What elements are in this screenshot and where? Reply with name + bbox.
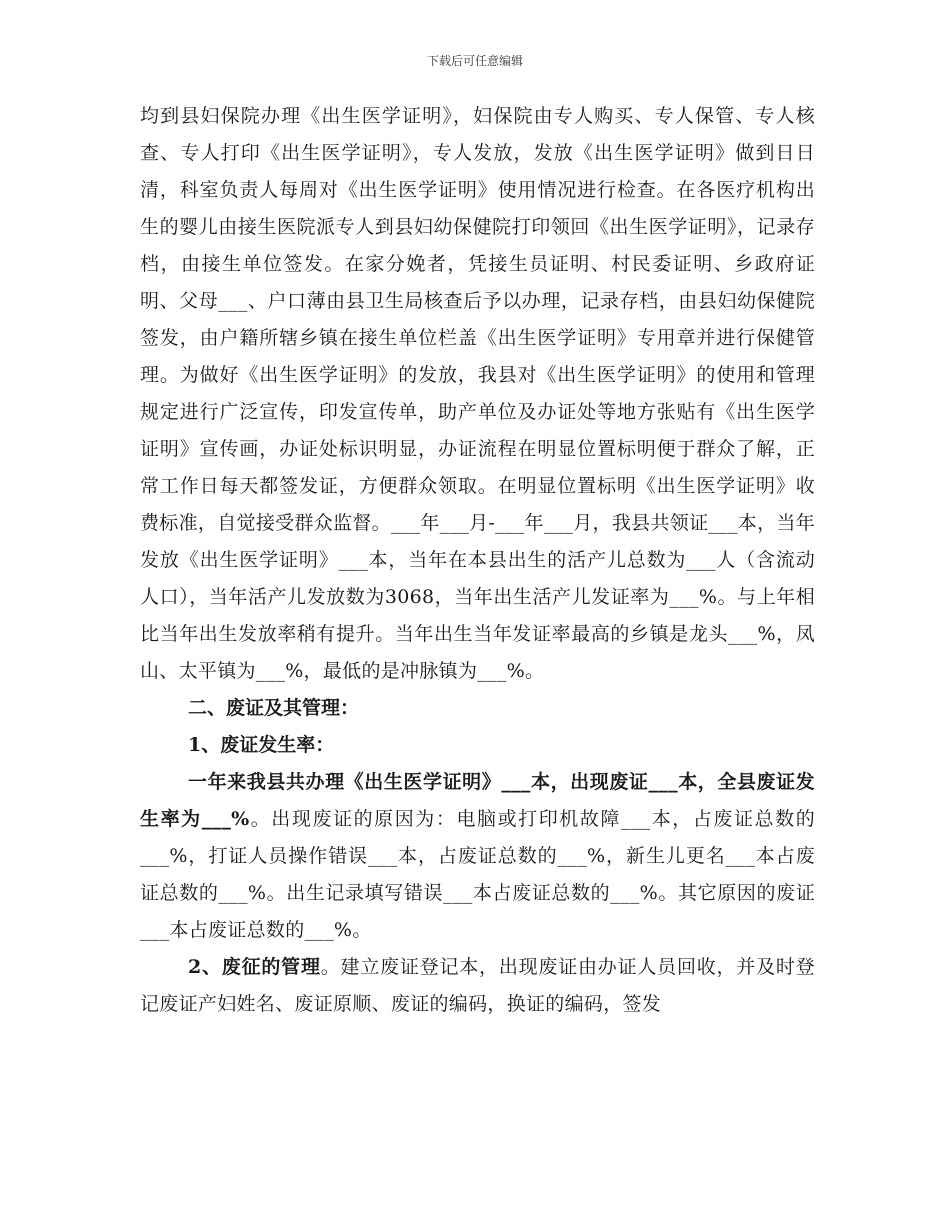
paragraph-void-management [140,949,815,1023]
paragraph-certificate-issuance: 均到县妇保院办理《出生医学证明》，妇保院由专人购买、专人保管、专人核查、专人打印《出生医学证明》，专人发放，发放《出生医学证明》做到日日清，科室负责人每周对《出生医学证明》使用情况进行检查。在各医疗机构出生的婴儿由接生医院派专人到县妇幼保健院打印领回《出生医学证明》，记录存档，由接生单位签发。在家分娩者，凭接生员证明、村民委证明、乡政府证明、父母___、户口薄由县卫生局核查后予以办理，记录存档，由县妇幼保健院签发，由户籍所辖乡镇在接生单位栏盖《出生医学证明》专用章并进行保健管理。为做好《出生医学证明》的发放，我县对《出生医学证明》的使用和管理规定进行广泛宣传，印发宣传单，助产单位及办证处等地方张贴有《出生医学证明》宣传画，办证处标识明显，办证流程在明显位置标明便于群众了解，正常工作日每天都签发证，方便群众领取。在明显位置标明《出生医学证明》收费标准，自觉接受群众监督。___年___月-___年___月，我县共领证___本，当年发放《出生医学证明》___本，当年在本县出生的活产儿总数为___人（含流动人口），当年活产儿发放数为3068，当年出生活产儿发证率为___%。与上年相比当年出生发放率稍有提升。当年出生当年发证率最高的乡镇是龙头___%，凤山、太平镇为___%，最低的是冲脉镇为___%。 [140,105,815,682]
document-body [140,98,815,1023]
void-rate-summary: 一年来我县共办理《出生医学证明》___本，出现废证___本，全县废证发生率为___% [140,771,815,830]
paragraph-void-rate [140,764,815,949]
page-header: 下载后可任意编辑 [426,54,523,68]
void-management-text: 。建立废证登记本，出现废证由办证人员回收，并及时登记废证产妇姓名、废证原顺、废证的编码，换证的编码，签发 [140,956,815,1015]
subheading-void-rate: 1、废证发生率： [188,734,335,756]
void-management-title: 2、废征的管理 [188,956,321,978]
section-heading-void-certificates: 二、废证及其管理： [188,697,360,719]
void-rate-reasons: 。出现废证的原因为：电脑或打印机故障___本，占废证总数的___%，打证人员操作错误___本，占废证总数的___%，新生儿更名___本占废证总数的___%。出生记录填写错误___本占废证总数的___%。其它原因的废证___本占废证总数的___%。 [140,808,815,941]
